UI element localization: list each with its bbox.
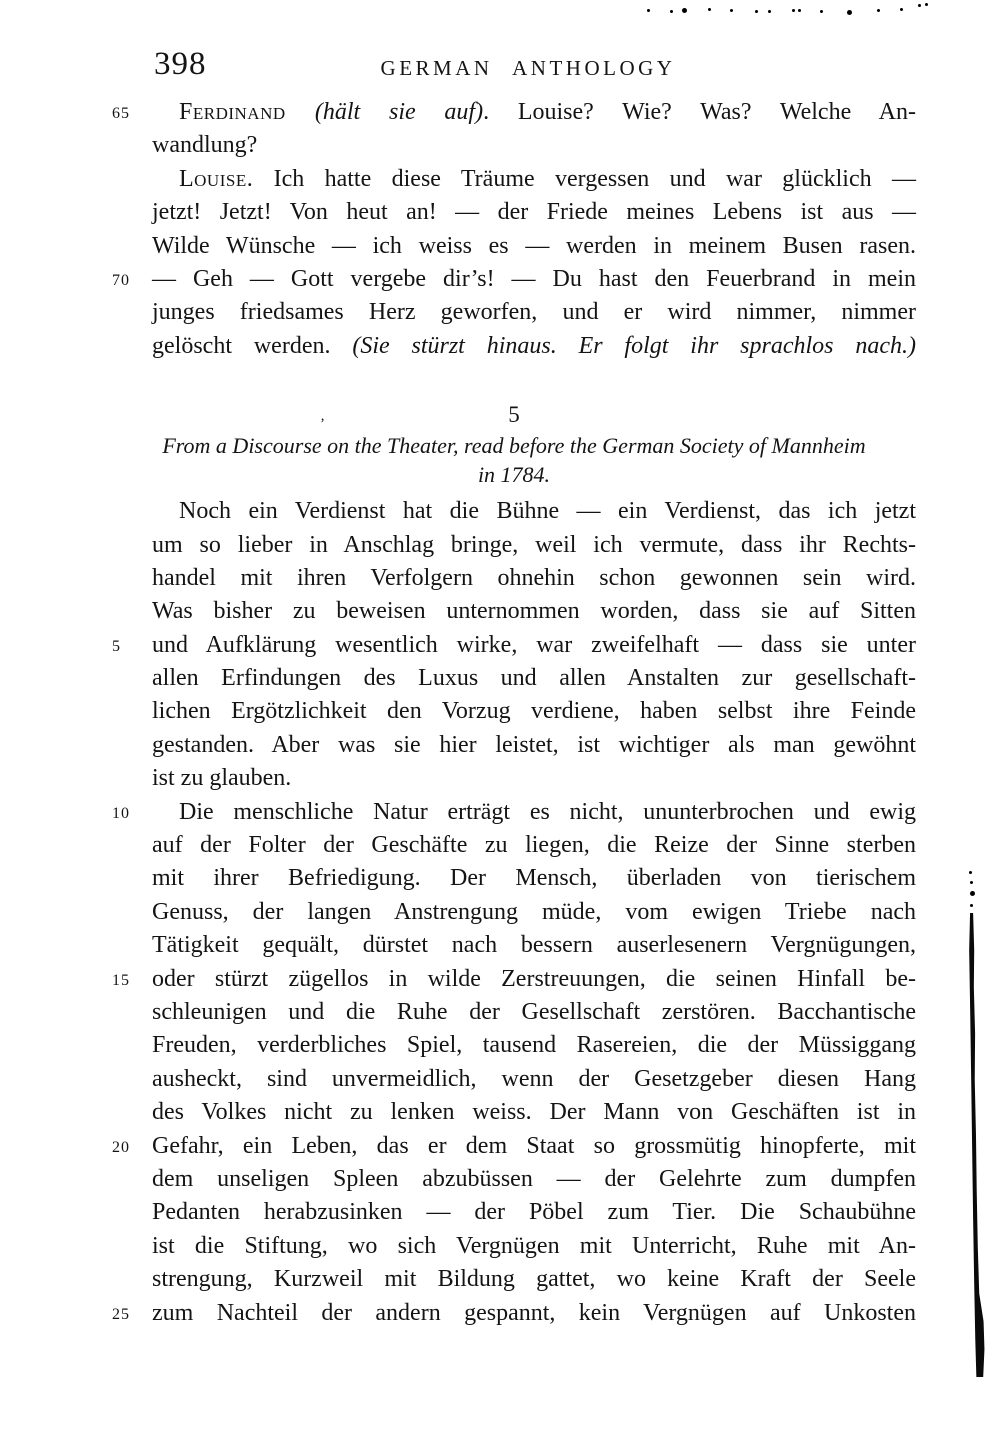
text-segment: dem unseligen Spleen abzubüssen — der Gelehrte zum dumpfen [152,1165,916,1192]
line-text [152,1130,916,1163]
text-line [112,1063,916,1096]
margin-line-number: 15 [112,971,130,989]
speaker-name: Louise. [179,165,254,192]
line-text [152,196,916,229]
margin-line-number [112,929,152,962]
line-text [152,1029,916,1062]
line-text [152,1230,916,1263]
line-text [152,729,916,762]
line-text [152,1096,916,1129]
line-text [152,762,916,795]
text-line [112,796,916,829]
text-line [112,629,916,662]
margin-line-number [112,495,152,528]
margin-line-number [112,529,152,562]
text-segment: oder stürzt zügellos in wilde Zerstreuungen, die seinen Hinfall be- [152,965,916,992]
text-line [112,662,916,695]
margin-line-number [112,762,152,795]
margin-line-number [112,296,152,329]
margin-line-number [112,695,152,728]
text-line [112,163,916,196]
text-line [112,562,916,595]
text-segment: um so lieber in Anschlag bringe, weil ich vermute, dass ihr Rechts- [152,531,916,558]
text-line [112,963,916,996]
line-text [152,829,916,862]
stage-direction: (Sie stürzt hinaus. Er folgt ihr sprachlos nach.) [352,332,917,359]
text-line [112,1130,916,1163]
line-text [152,529,916,562]
text-line [112,1029,916,1062]
margin-line-number [112,163,152,196]
line-text [152,996,916,1029]
line-text [152,929,916,962]
margin-line-number: 25 [112,1305,130,1323]
text-segment: Was bisher zu beweisen unternommen worden, dass sie auf Sitten [152,598,916,625]
margin-line-number: 70 [112,271,130,289]
text-segment: ausheckt, sind unvermeidlich, wenn der Gesetzgeber diesen Hang [152,1065,916,1092]
page-header [0,46,1000,92]
line-text [152,862,916,895]
margin-line-number [112,196,152,229]
margin-line-number [112,1263,152,1296]
text-segment: gestanden. Aber was sie hier leistet, ist wichtiger als man gewöhnt [152,731,916,758]
line-text [152,495,916,528]
prose-passage [112,495,916,1330]
text-segment: Genuss, der langen Anstrengung müde, vom ewigen Triebe nach [152,898,916,925]
margin-line-number [112,729,152,762]
text-line [112,296,916,329]
line-text [152,963,916,996]
scan-noise-dots [647,9,650,12]
text-segment: Freuden, verderbliches Spiel, tausend Rasereien, die der Müssiggang [152,1032,916,1059]
text-segment: — Geh — Gott vergebe dir’s! — Du hast den Feuerbrand in mein [152,265,916,292]
text-line [112,896,916,929]
text-segment: Gefahr, ein Leben, das er dem Staat so grossmütig hinopferte, mit [152,1132,916,1159]
line-text [152,1297,916,1330]
margin-line-number [112,595,152,628]
text-segment: ist die Stiftung, wo sich Vergnügen mit Unterricht, Ruhe mit An- [152,1232,916,1259]
text-line [112,1297,916,1330]
margin-line-number [112,662,152,695]
margin-line-number [112,1096,152,1129]
page-number: 398 [154,46,207,82]
text-line [112,1096,916,1129]
text-line [112,1163,916,1196]
line-text [152,96,916,129]
text-segment: des Volkes nicht zu lenken weiss. Der Mann von Geschäften ist in [152,1099,916,1126]
section-heading [112,403,916,489]
text-line [112,96,916,129]
text-segment: Wilde Wünsche — ich weiss es — werden in meinem Busen rasen. [152,232,916,259]
text-segment: . Louise? Wie? Was? Welche An- [483,99,916,125]
margin-line-number [112,829,152,862]
margin-line-number: 20 [112,1138,130,1156]
text-line [112,263,916,296]
text-segment: jetzt! Jetzt! Von heut an! — der Friede meines Lebens ist aus — [152,199,916,226]
margin-line-number [112,330,152,363]
text-segment: mit ihrer Befriedigung. Der Mensch, überladen von tierischem [152,865,916,892]
line-text [152,562,916,595]
section-title-line-1: From a Discourse on the Theater, read before the German Society of Mannheim [162,433,866,459]
text-segment: Tätigkeit gequält, dürstet nach bessern auserlesenern Vergnügungen, [152,932,916,959]
text-line [112,595,916,628]
margin-line-number [112,862,152,895]
line-text [152,129,916,162]
line-text [152,1063,916,1096]
text-segment: zum Nachteil der andern gespannt, kein Vergnügen auf Unkosten [152,1299,916,1326]
speaker-name: Ferdinand [179,99,315,125]
text-segment: allen Erfindungen des Luxus und allen Anstalten zur gesellschaft- [152,665,916,692]
line-text [152,263,916,296]
text-line [112,495,916,528]
margin-line-number: 65 [112,105,130,122]
line-text [152,296,916,329]
margin-line-number: 10 [112,804,130,822]
text-segment: lichen Ergötzlichkeit den Vorzug verdiene, haben selbst ihre Feinde [152,698,916,725]
text-segment: und Aufklärung wesentlich wirke, war zweifelhaft — dass sie unter [152,631,916,658]
line-text [152,230,916,263]
text-line [112,996,916,1029]
text-line [112,129,916,162]
text-segment: gelöscht werden. [152,332,353,359]
text-line [112,862,916,895]
line-text [152,163,916,196]
text-line [112,1196,916,1229]
text-segment: wandlung? [152,132,258,159]
text-line [112,762,916,795]
text-line [112,729,916,762]
margin-line-number [112,996,152,1029]
text-segment: junges friedsames Herz geworfen, und er wird nimmer, nimmer [152,299,916,326]
line-text [152,695,916,728]
running-title: GERMAN ANTHOLOGY [380,56,676,80]
margin-line-number [112,562,152,595]
line-text [152,330,916,363]
line-text [152,1163,916,1196]
text-segment: Ich hatte diese Träume vergessen und war glücklich — [253,165,916,192]
text-line [112,1263,916,1296]
text-line [112,829,916,862]
margin-line-number [112,1230,152,1263]
margin-line-number [112,1029,152,1062]
margin-line-number: 5 [112,637,121,655]
dialogue-passage [112,96,916,363]
line-text [152,1196,916,1229]
line-text [152,662,916,695]
scan-artifact-dots [969,871,972,874]
line-text [152,595,916,628]
line-text [152,796,916,829]
line-text [152,629,916,662]
margin-line-number [112,896,152,929]
scan-artifact-bar [967,913,985,1377]
margin-line-number [112,1196,152,1229]
text-line [112,330,916,363]
margin-line-number [112,1163,152,1196]
text-line [112,230,916,263]
margin-line-number [112,230,152,263]
text-line [112,196,916,229]
margin-line-number [112,129,152,162]
section-number: 5 [508,402,520,428]
text-segment: handel mit ihren Verfolgern ohnehin schon gewonnen sein wird. [152,564,916,591]
text-line [112,929,916,962]
line-text [152,1263,916,1296]
scan-stray-mark: ’ [320,416,325,433]
text-block [112,96,916,1330]
margin-line-number [112,1063,152,1096]
text-line [112,1230,916,1263]
text-segment: auf der Folter der Geschäfte zu liegen, die Reize der Sinne sterben [152,832,916,859]
text-segment: Die menschliche Natur erträgt es nicht, ununterbrochen und ewig [179,798,916,825]
text-line [112,695,916,728]
stage-direction: (hält sie auf) [314,99,484,125]
text-segment: ist zu glauben. [152,765,292,792]
text-segment: Pedanten herabzusinken — der Pöbel zum Tier. Die Schaubühne [152,1199,916,1226]
text-line [112,529,916,562]
line-text [152,896,916,929]
section-title-line-2: in 1784. [477,462,551,488]
text-segment: Noch ein Verdienst hat die Bühne — ein Verdienst, das ich jetzt [179,498,916,525]
text-segment: schleunigen und die Ruhe der Gesellschaft zerstören. Bacchantische [152,998,916,1025]
text-segment: strengung, Kurzweil mit Bildung gattet, wo keine Kraft der Seele [152,1266,916,1293]
